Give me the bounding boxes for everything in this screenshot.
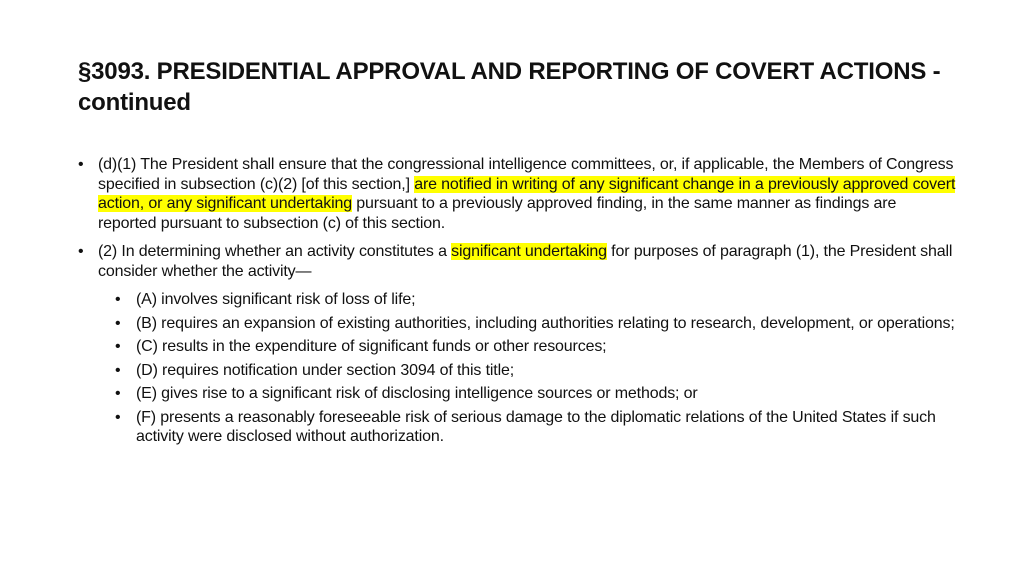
bullet-marker: • [115,408,121,426]
bullet-marker: • [78,243,84,260]
bullet-marker: • [115,361,121,379]
bullet-d2 [78,242,958,281]
sub-bullet-list [78,290,958,447]
bullet-d1-highlight: are notified in writing of any significant change in a previously approved covert action, or any significant undertaking [98,175,956,212]
sub-bullet-text: (A) involves significant risk of loss of life; [136,291,416,308]
sub-bullet-text: (B) requires an expansion of existing authorities, including authorities relating to research, development, or operations; [136,314,955,332]
sub-bullet-text: (E) gives rise to a significant risk of disclosing intelligence sources or methods; or [136,385,698,402]
sub-bullet-text: (C) results in the expenditure of significant funds or other resources; [136,338,607,355]
sub-bullet-f [78,408,958,447]
sub-bullet-d [78,361,958,381]
sub-bullet-c [78,337,958,357]
bullet-d2-text-pre: (2) In determining whether an activity constitutes a [98,243,452,260]
sub-bullet-a [78,290,958,310]
bullet-marker: • [115,338,121,355]
bullet-d1 [78,155,958,233]
bullet-d2-text-post: for purposes of paragraph (1), the President shall consider whether the activity— [98,243,953,280]
sub-bullet-text: (F) presents a reasonably foreseeable risk of serious damage to the diplomatic relations of the United States if such activity were disclosed without authorization. [136,408,936,445]
bullet-d1-text-pre: (d)(1) The President shall ensure that the congressional intelligence committees, or, if applicable, the Members of Congress specified in subsection (c)(2) [of this section,] [98,156,954,193]
bullet-marker: • [115,291,121,308]
slide-body [78,155,958,451]
bullet-d1-text-post: pursuant to a previously approved finding, in the same manner as findings are reported pursuant to subsection (c) of this section. [98,195,897,232]
bullet-marker: • [78,156,84,173]
sub-bullet-e [78,384,958,404]
bullet-marker: • [115,314,121,332]
sub-bullet-b [78,314,958,334]
sub-bullet-text: (D) requires notification under section 3094 of this title; [136,361,515,379]
slide-title: §3093. PRESIDENTIAL APPROVAL AND REPORTING OF COVERT ACTIONS - continued [78,58,941,116]
bullet-d2-highlight: significant undertaking [451,243,607,260]
bullet-marker: • [115,385,121,402]
